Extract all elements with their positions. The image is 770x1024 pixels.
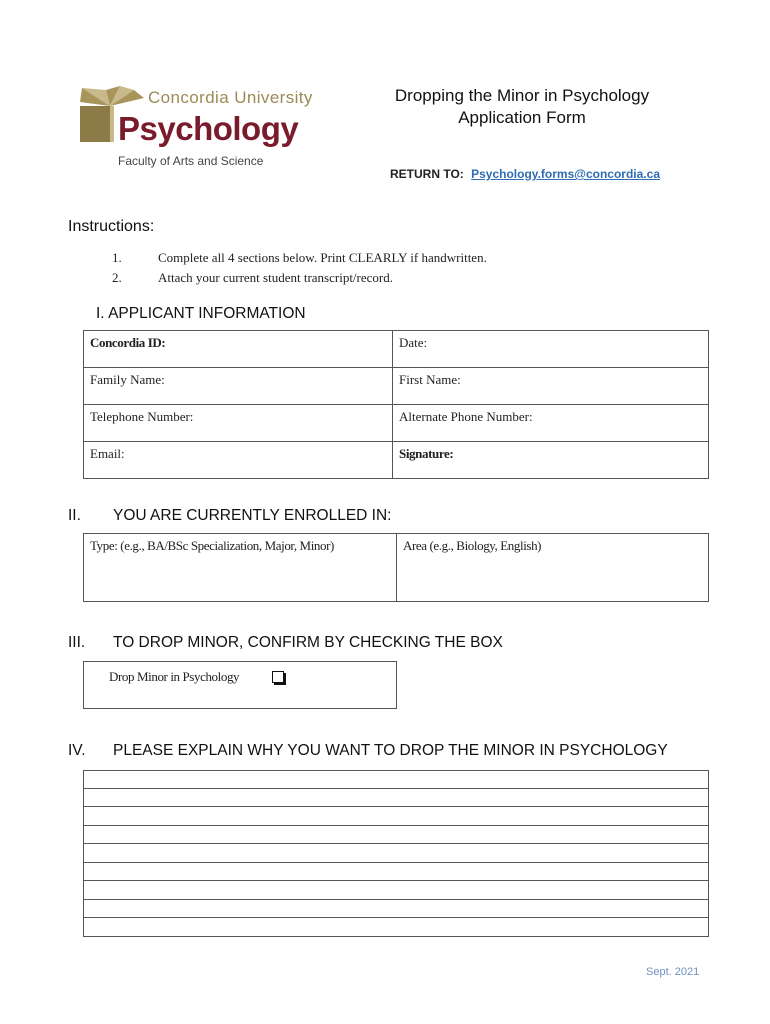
return-to-label: RETURN TO: — [390, 167, 464, 181]
explanation-line[interactable] — [83, 826, 709, 845]
drop-minor-checkbox[interactable] — [272, 671, 284, 683]
signature-field[interactable]: Signature: — [393, 442, 709, 479]
form-title-line1: Dropping the Minor in Psychology — [394, 86, 650, 105]
instruction-text: Complete all 4 sections below. Print CLEARLY if handwritten. — [158, 250, 487, 265]
first-name-field[interactable]: First Name: — [393, 368, 709, 405]
logo-university-name: Concordia University — [148, 88, 313, 107]
form-title — [360, 85, 684, 129]
explanation-lines[interactable] — [83, 770, 709, 937]
explanation-line[interactable] — [83, 881, 709, 900]
explanation-line[interactable] — [83, 863, 709, 882]
explanation-line[interactable] — [83, 918, 709, 937]
explanation-line[interactable] — [83, 900, 709, 919]
footer-date: Sept. 2021 — [646, 966, 700, 978]
program-area-field[interactable]: Area (e.g., Biology, English) — [397, 534, 709, 602]
drop-minor-box — [83, 661, 397, 709]
explanation-line[interactable] — [83, 807, 709, 826]
telephone-field[interactable]: Telephone Number: — [84, 405, 393, 442]
explanation-line[interactable] — [83, 770, 709, 789]
email-field[interactable]: Email: — [84, 442, 393, 479]
logo-faculty-name: Faculty of Arts and Science — [118, 154, 264, 168]
concordia-id-field[interactable]: Concordia ID: — [84, 331, 393, 368]
instructions-heading: Instructions: — [68, 218, 155, 235]
alternate-phone-field[interactable]: Alternate Phone Number: — [393, 405, 709, 442]
enrollment-table — [83, 533, 709, 602]
instruction-text: Attach your current student transcript/record. — [158, 270, 393, 285]
return-to-line — [390, 167, 660, 181]
form-title-line2: Application Form — [458, 108, 586, 127]
instruction-number: 2. — [112, 270, 122, 285]
applicant-info-table — [83, 330, 709, 479]
logo-department-name: Psychology — [118, 110, 299, 147]
explanation-line[interactable] — [83, 844, 709, 863]
instruction-number: 1. — [112, 250, 122, 265]
program-type-field[interactable]: Type: (e.g., BA/BSc Specialization, Major, Minor) — [84, 534, 397, 602]
return-email-link[interactable]: Psychology.forms@concordia.ca — [471, 167, 660, 181]
date-field[interactable]: Date: — [393, 331, 709, 368]
drop-minor-label: Drop Minor in Psychology — [109, 669, 240, 684]
explanation-line[interactable] — [83, 789, 709, 808]
family-name-field[interactable]: Family Name: — [84, 368, 393, 405]
concordia-logo — [80, 84, 340, 174]
